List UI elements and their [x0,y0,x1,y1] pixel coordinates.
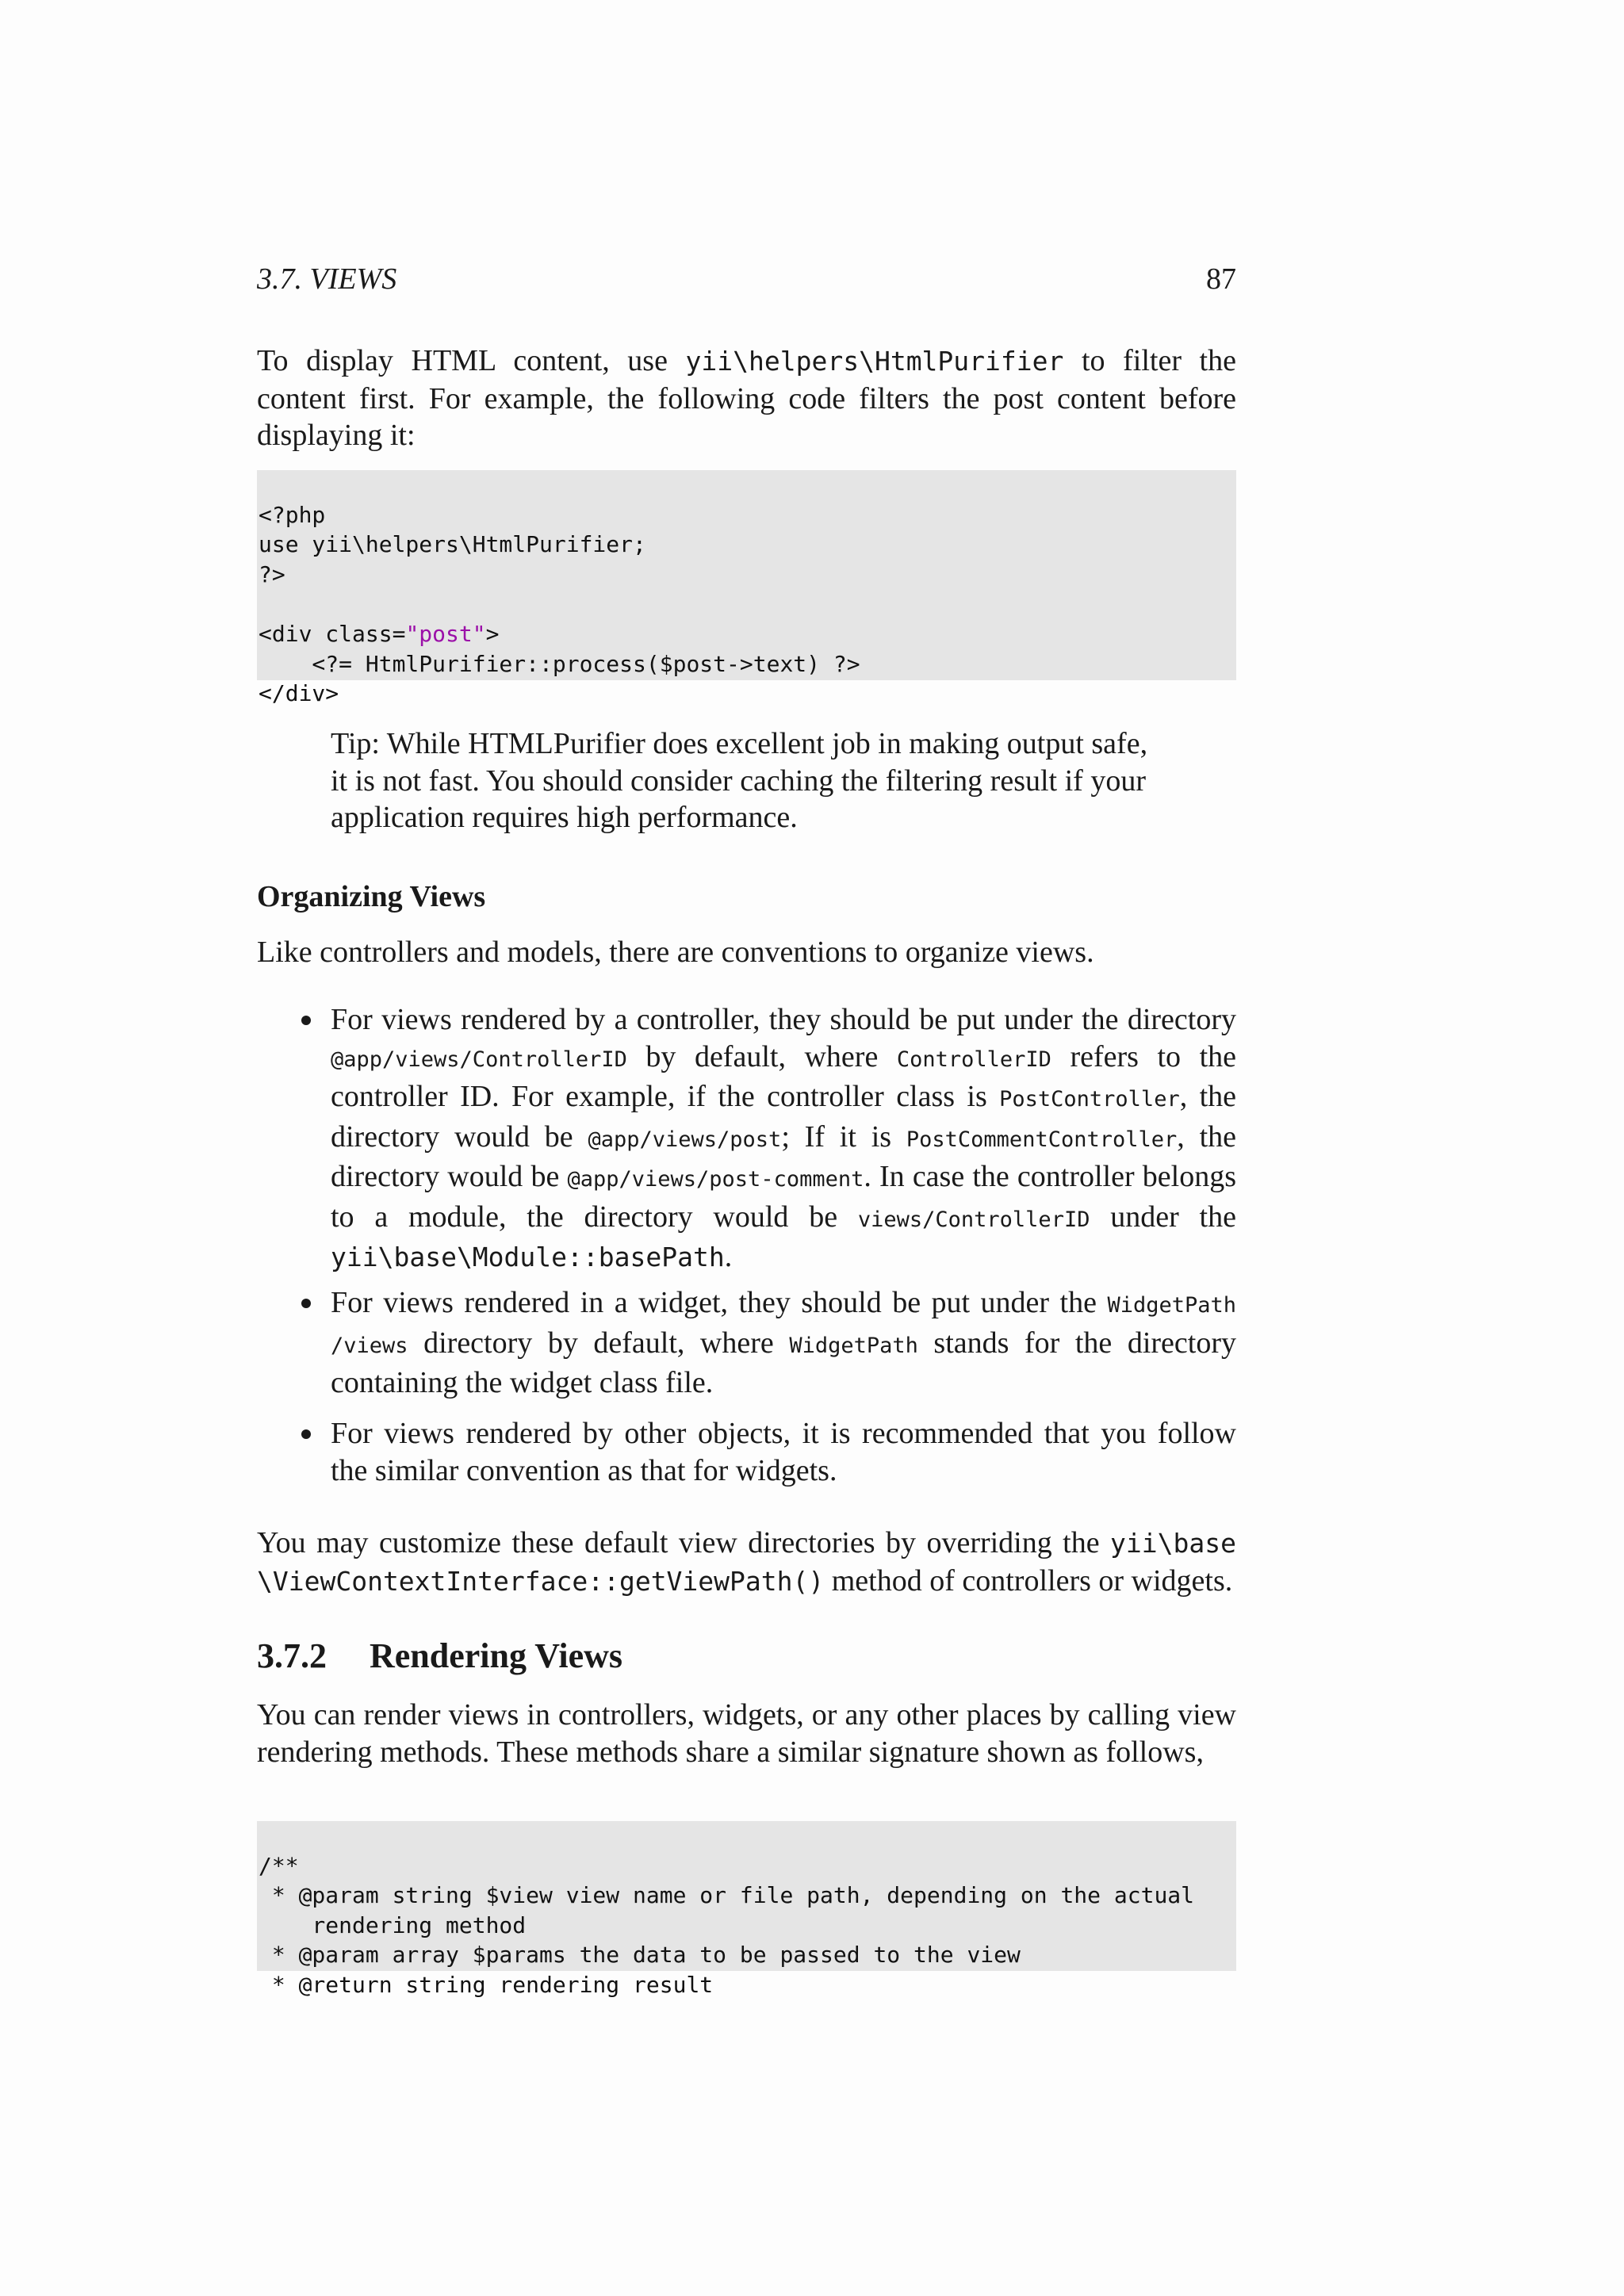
list-item-text [331,1284,1236,1402]
text-run: , the directory would be [331,1119,1236,1193]
bullet-marker [301,1429,311,1439]
list-item-text [331,1001,1236,1276]
code-ref: yii\base\Module::basePath [331,1242,725,1272]
rendering-intro: You can render views in controllers, widgets, or any other places by calling view rendering methods. These methods share a similar signature shown as follows, [257,1698,1236,1769]
text-run: For views rendered by a controller, they should be put under the directory [331,1003,1236,1036]
running-header [257,258,1236,300]
code-line: </div> [259,680,339,707]
code-string: "post" [405,620,486,647]
text-run: directory by default, where [408,1326,790,1360]
code-ref: WidgetPath [789,1333,918,1358]
list-item-text: For views rendered by other objects, it is recommended that you follow the similar convention as that for widgets. [331,1417,1236,1487]
intro-paragraph [257,342,1236,454]
code-ref: PostController [999,1087,1180,1112]
code-line: use yii\helpers\HtmlPurifier; [259,531,646,558]
code-token: <div class= [259,620,406,647]
htmlpurifier-class-ref: yii\helpers\HtmlPurifier [685,346,1064,377]
code-ref: WidgetPath /views [331,1293,1236,1358]
code-ref: @app/views/post-comment [567,1167,864,1192]
text-run: For views rendered in a widget, they should be put under the [331,1286,1108,1319]
organizing-views-heading: Organizing Views [257,880,486,913]
text-run: method of controllers or widgets. [824,1563,1233,1598]
code-line: <?= HtmlPurifier::process($post->text) ?> [259,650,860,677]
code-line [259,619,1235,649]
code-line: * @return string rendering result [259,1971,714,1998]
code-line: <?php [259,501,326,528]
text-run: under the [1090,1200,1236,1234]
tip-note: Tip: While HTMLPurifier does excellent job in making output safe, it is not fast. You should consider caching the filtering result if your application requires high performance. [331,727,1148,834]
intro-text-2: to filter the content first. For example, the following code filters the post content before displaying it: [257,344,1236,452]
code-line: /** [259,1852,299,1879]
code-line [259,589,1235,619]
bullet-marker [301,1016,311,1025]
code-ref: @app/views/ControllerID [331,1047,627,1072]
section-title: 3.7. VIEWS [257,262,397,296]
code-ref: PostCommentController [906,1127,1178,1152]
organizing-intro: Like controllers and models, there are conventions to organize views. [257,936,1094,969]
bullet-marker [301,1299,311,1308]
rendering-views-heading [257,1634,1236,1678]
code-line: rendering method [259,1911,527,1938]
code-ref: @app/views/post [588,1127,782,1152]
code-ref: views/ControllerID [857,1207,1090,1232]
section-number: 3.7.2 [257,1636,327,1675]
code-line: ?> [259,561,285,587]
code-ref: yii\base \ViewContextInterface::getViewPath() [257,1528,1236,1597]
text-run: . In case the controller belongs to a module, the directory would be [331,1160,1237,1234]
text-run: by default, where [626,1039,897,1073]
code-line: * @param array $params the data to be passed to the view [259,1942,1021,1969]
text-run: . [724,1240,733,1273]
section-heading-title: Rendering Views [370,1636,622,1675]
code-block-htmlpurifier [257,470,1236,707]
text-run: refers to the controller ID. For example, if the controller class is [331,1039,1236,1113]
code-token: > [485,620,500,647]
text-run: , the directory would be [331,1080,1236,1154]
code-block-signature [257,1821,1236,1998]
text-run: stands for the directory containing the widget class file. [331,1326,1236,1399]
page-number: 87 [1206,262,1236,296]
intro-text-1: To display HTML content, use [257,344,686,377]
text-run: You may customize these default view directories by overriding the [257,1526,1111,1559]
customize-paragraph [257,1525,1236,1600]
text-run: ; If it is [781,1119,906,1154]
code-line: * @param string $view view name or file path, depending on the actual [259,1882,1195,1909]
code-ref: ControllerID [896,1047,1051,1072]
